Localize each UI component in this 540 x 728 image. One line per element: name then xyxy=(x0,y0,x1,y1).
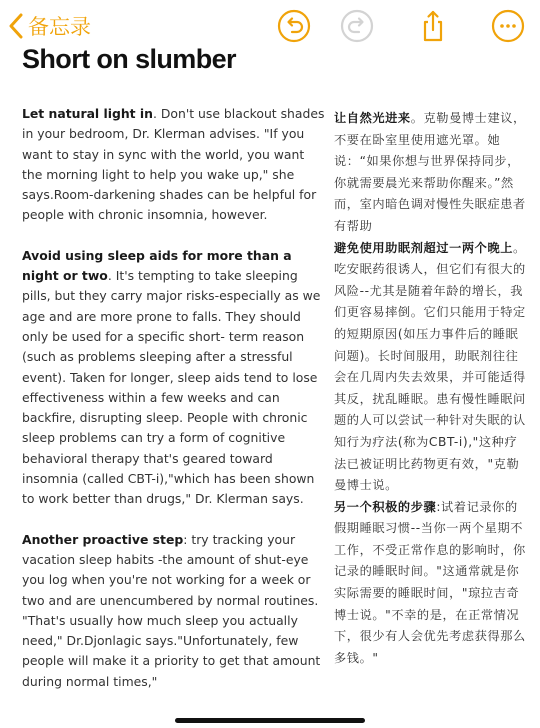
redo-icon[interactable] xyxy=(340,9,374,43)
english-body-2: . It's tempting to take sleeping pills, but they carry major risks-especially as we age and are more prone to falls. They should only be used for a specific short- term reason (such as problems sleeping after a stressful event). Taken for longer, sleep aids tend to lose effectiveness within a few weeks and can backfire, disrupting sleep. People with chronic sleep problems can try a form of cognitive behavioral therapy that's geared toward insomnia (called CBT-i),"which has been shown to work better than drugs," Dr. Klerman says. xyxy=(22,268,321,507)
more-icon[interactable] xyxy=(491,9,525,43)
chinese-heading-1: 让自然光进来 xyxy=(334,111,411,125)
share-icon[interactable] xyxy=(416,9,450,43)
chinese-paragraph-3 xyxy=(334,497,530,670)
chinese-heading-3: 另一个积极的步骤 xyxy=(334,499,437,514)
english-paragraph-3 xyxy=(22,530,328,692)
english-paragraph-1 xyxy=(22,104,328,226)
english-body-1: . Don't use blackout shades in your bedroom, Dr. Klerman advises. "If you want to stay in sync with the world, you want the morning light to help you wake up," she says.Room-darkening shades can be helpful for people with chronic insomnia, however. xyxy=(22,106,325,223)
english-heading-3: Another proactive step xyxy=(22,531,184,547)
back-label: 备忘录 xyxy=(28,15,91,39)
chinese-paragraph-2 xyxy=(334,238,530,497)
chinese-paragraph-1 xyxy=(334,108,530,238)
chinese-heading-2: 避免使用助眠剂超过一两个晚上 xyxy=(334,240,514,255)
chinese-body-3: :试着记录你的假期睡眠习惯--当你一两个星期不工作，不受正常作息的影响时，你记录的睡眠时间。"这通常就是你实际需要的睡眠时间，"琼拉吉奇博士说。"不幸的是，在正常情况下，很少有人会优先考虑获得那么多钱。" xyxy=(334,499,526,665)
english-heading-1: Let natural light in xyxy=(22,106,153,121)
home-indicator xyxy=(175,718,365,723)
chinese-body-1: 。克勒曼博士建议，不要在卧室里使用遮光罩。她说：“如果你想与世界保持同步，你就需要晨光来帮助你醒来。”然而，室内暗色调对慢性失眠症患者有帮助 xyxy=(334,111,526,233)
chinese-body-2: 。吃安眠药很诱人，但它们有很大的风险--尤其是随着年龄的增长，我们更容易摔倒。它们只能用于特定的短期原因(如压力事件后的睡眠问题)。长时间服用，助眠剂往往会在几周内失去效果，并可能适得其反，扰乱睡眠。患有慢性睡眠问题的人可以尝试一种针对失眠的认知行为疗法(称为CBT-i),"这种疗法已被证明比药物更有效，"克勒曼博士说。 xyxy=(334,240,526,493)
back-button[interactable] xyxy=(8,8,91,44)
note-title: Short on slumber xyxy=(22,44,236,74)
english-column xyxy=(22,104,328,712)
chinese-column xyxy=(334,108,530,669)
english-paragraph-2 xyxy=(22,246,328,510)
english-body-3: : try tracking your vacation sleep habits -the amount of shut-eye you log when you're not working for a week or two and are unencumbered by normal routines. "That's usually how much sleep you actually need," Dr.Djonlagic says."Unfortunately, few people will make it a priority to get that amount during normal times," xyxy=(22,531,321,689)
chevron-left-icon xyxy=(8,13,24,39)
undo-icon[interactable] xyxy=(277,9,311,43)
english-heading-2: Avoid using sleep aids for more than a night or two xyxy=(22,247,292,284)
